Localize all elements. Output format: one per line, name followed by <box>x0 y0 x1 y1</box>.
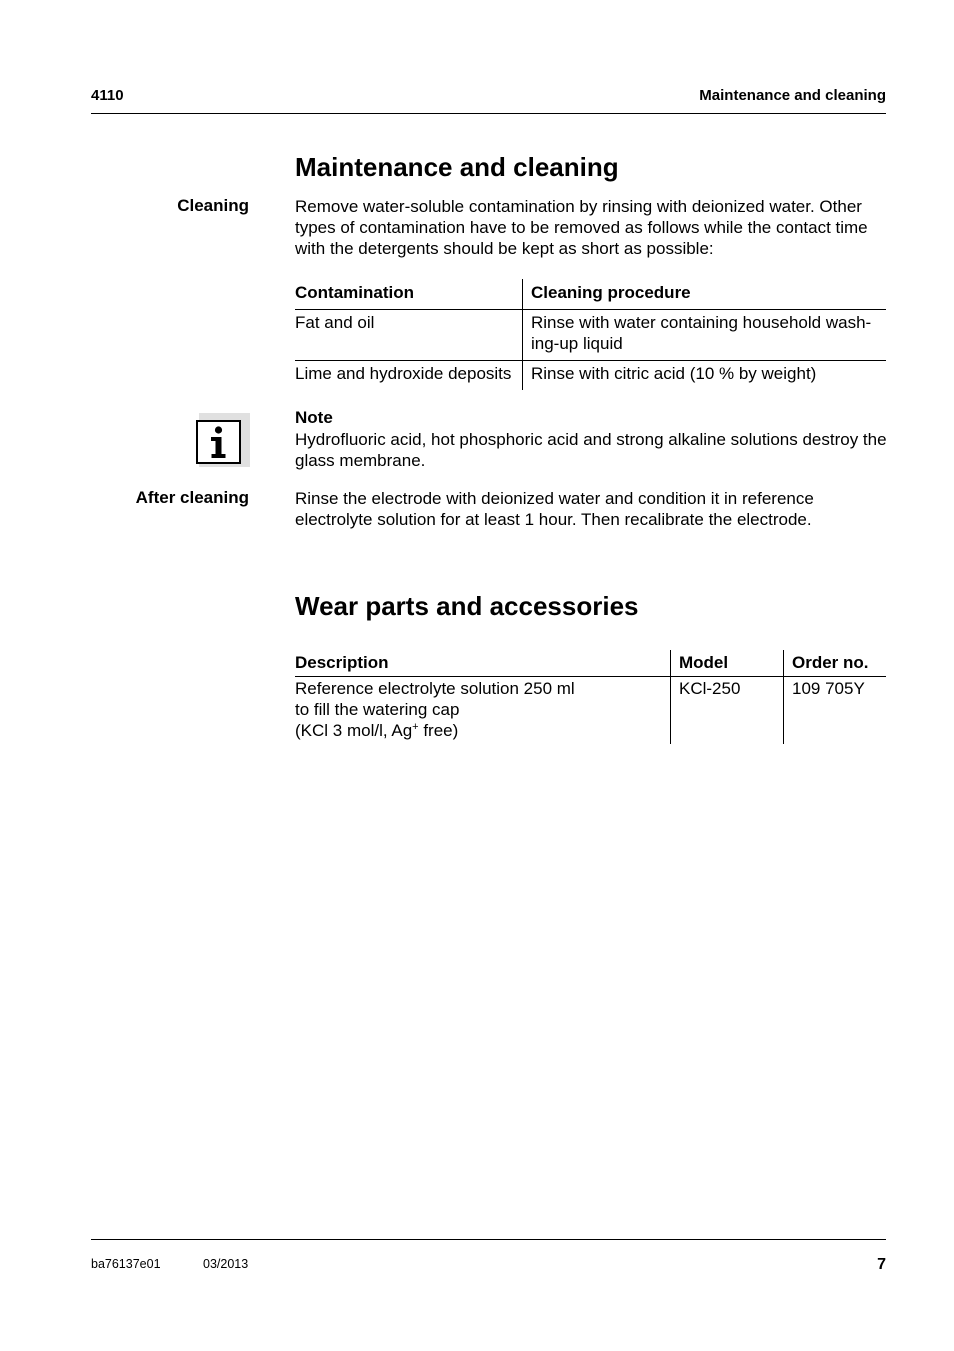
superscript-plus: + <box>412 721 419 733</box>
footer-doc-id: ba76137e01 <box>91 1257 161 1271</box>
cleaning-table <box>295 279 886 390</box>
note-text: Hydrofluoric acid, hot phosphoric acid and strong alkaline solutions destroy the glass membrane. <box>295 430 887 470</box>
table-header-row <box>295 650 886 677</box>
header-model-number: 4110 <box>91 87 124 104</box>
col-header-contamination: Contamination <box>295 279 523 310</box>
table-row <box>295 361 886 391</box>
wear-parts-table <box>295 650 886 744</box>
note-title: Note <box>295 408 333 427</box>
model-cell: KCl-250 <box>671 677 784 745</box>
cleaning-label: Cleaning <box>177 196 249 215</box>
table-header-row <box>295 279 886 310</box>
description-text: (KCl 3 mol/l, Ag <box>295 721 413 740</box>
maintenance-heading: Maintenance and cleaning <box>295 152 619 182</box>
col-header-description: Description <box>295 650 671 677</box>
description-text: free) <box>418 721 459 740</box>
table-cell: Rinse with water containing household wash-ing-up liquid <box>523 310 887 361</box>
wear-parts-heading: Wear parts and accessories <box>295 591 639 621</box>
description-line: to fill the watering cap <box>295 700 460 719</box>
table-row <box>295 310 886 361</box>
table-cell: Rinse with citric acid (10 % by weight) <box>523 361 887 391</box>
after-cleaning-paragraph: Rinse the electrode with deionized water and condition it in reference electrolyte solution for at least 1 hour. Then recalibrate the electrode. <box>295 489 814 529</box>
footer-divider <box>91 1239 886 1240</box>
footer-date: 03/2013 <box>203 1257 249 1271</box>
col-header-order-no: Order no. <box>784 650 887 677</box>
col-header-model: Model <box>671 650 784 677</box>
table-cell: Lime and hydroxide deposits <box>295 364 512 383</box>
after-cleaning-label: After cleaning <box>135 488 249 507</box>
header-divider <box>91 113 886 114</box>
description-line: Reference electrolyte solution 250 ml <box>295 679 575 698</box>
col-header-cleaning-procedure: Cleaning procedure <box>523 279 887 310</box>
info-icon <box>196 420 241 464</box>
cleaning-paragraph: Remove water-soluble contamination by rinsing with deionized water. Other types of contamination have to be removed as follows while the contact time with the detergents should be kept as short as possible: <box>295 197 868 258</box>
page-number: 7 <box>877 1256 886 1273</box>
description-line <box>295 720 670 741</box>
table-row <box>295 677 886 745</box>
order-no-cell: 109 705Y <box>784 677 887 745</box>
description-cell <box>295 677 671 745</box>
header-section-title: Maintenance and cleaning <box>699 87 886 104</box>
table-cell: Fat and oil <box>295 310 523 361</box>
